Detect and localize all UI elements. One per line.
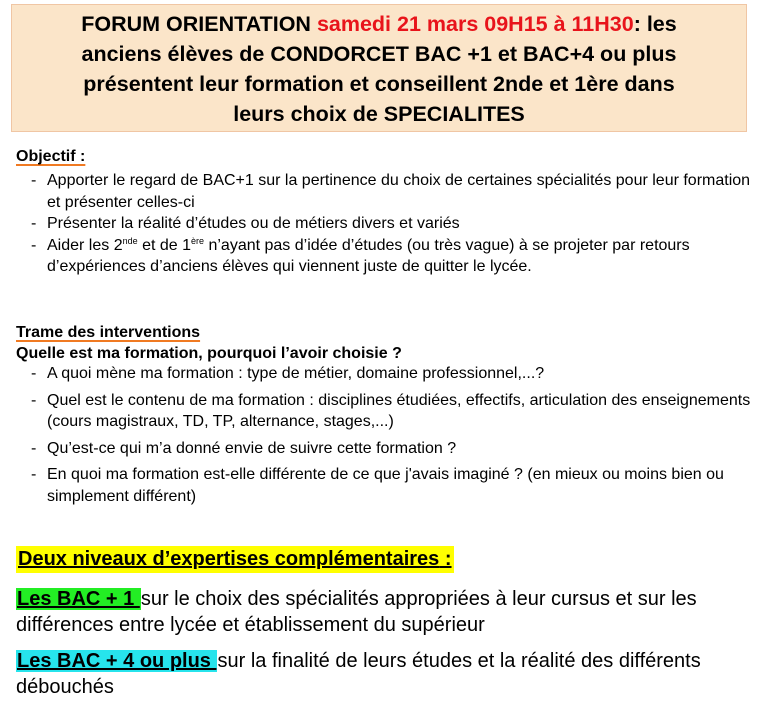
trame-list xyxy=(16,363,751,507)
objectif-title: Objectif : xyxy=(16,148,86,165)
list-item: - Présenter la réalité d’études ou de métiers divers et variés xyxy=(16,213,751,235)
expertise-title: Deux niveaux d’expertises complémentaires : xyxy=(16,546,454,573)
header-line1-b: : les xyxy=(633,12,677,36)
list-item: - Apporter le regard de BAC+1 sur la pertinence du choix de certaines spécialités pour leur formation et présenter celles-ci xyxy=(16,170,751,213)
list-item: - En quoi ma formation est-elle différente de ce que j'avais imaginé ? (en mieux ou moins bien ou simplement différent) xyxy=(16,464,751,507)
bac4-paragraph xyxy=(16,648,751,700)
header-line1-a: FORUM ORIENTATION xyxy=(81,12,317,36)
objectif-section xyxy=(16,148,751,278)
header-line4: leurs choix de SPECIALITES xyxy=(233,102,525,126)
bac4-text: sur la finalité de leurs études et la réalité des différents débouchés xyxy=(16,650,701,698)
bac1-paragraph xyxy=(16,586,751,638)
trame-title: Trame des interventions xyxy=(16,324,201,341)
trame-question: Quelle est ma formation, pourquoi l’avoir choisie ? xyxy=(16,345,402,362)
list-item: - Qu’est-ce qui m’a donné envie de suivre cette formation ? xyxy=(16,438,751,460)
event-date: samedi 21 mars 09H15 à 11H30 xyxy=(316,12,634,36)
list-item: - Aider les 2nde et de 1ère n’ayant pas d’idée d’études (ou très vague) à se projeter par retours d’expériences d’anciens élèves qui viennent juste de quitter le lycée. xyxy=(16,235,751,278)
header-line3: présentent leur formation et conseillent 2nde et 1ère dans xyxy=(83,72,675,96)
objectif-list xyxy=(16,170,751,278)
trame-section xyxy=(16,324,751,507)
bac4-tag: Les BAC + 4 ou plus xyxy=(17,650,217,672)
list-item: - Quel est le contenu de ma formation : disciplines étudiées, effectifs, articulation des enseignements (cours magistraux, TD, TP, alternance, stages,...) xyxy=(16,390,751,433)
bac1-tag: Les BAC + 1 xyxy=(17,588,140,610)
header-banner xyxy=(11,4,747,132)
list-item: - A quoi mène ma formation : type de métier, domaine professionnel,...? xyxy=(16,363,751,385)
header-line2: anciens élèves de CONDORCET BAC +1 et BAC+4 ou plus xyxy=(81,42,677,66)
bac1-text: sur le choix des spécialités appropriées à leur cursus et sur les différences entre lycée et établissement du supérieur xyxy=(16,588,697,636)
